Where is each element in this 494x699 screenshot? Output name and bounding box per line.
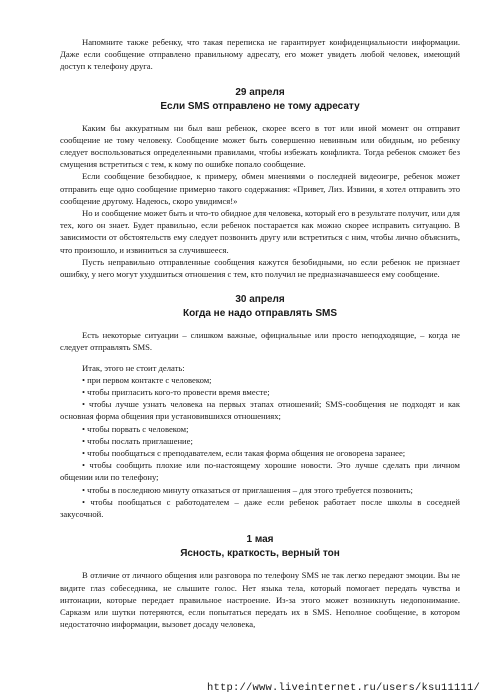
- section-april-29: [60, 86, 460, 281]
- list-item: • чтобы в последнюю минуту отказаться от приглашения – для этого требуется позвонить;: [82, 484, 413, 495]
- section-heading: Когда не надо отправлять SMS: [182, 308, 338, 320]
- section-date: 30 апреля: [235, 294, 285, 306]
- section-heading: Если SMS отправлено не тому адресату: [160, 100, 360, 112]
- list-item: • чтобы послать приглашение;: [82, 435, 193, 446]
- section-april-30: [60, 293, 460, 520]
- list-item: • чтобы пригласить кого-то провести время вместе;: [82, 387, 270, 398]
- section-may-1: [60, 533, 460, 630]
- section-heading: Ясность, краткость, верный тон: [180, 548, 340, 560]
- list-item: • чтобы сообщить плохие или по-настоящему хорошие новости. Это лучше сделать при личном общении или по телефону;: [60, 460, 460, 483]
- intro-paragraph: Напомните также ребенку, что такая переписка не гарантирует конфиденциальности информации. Даже если сообщение отправлено правильному адресату, его может увидеть любой человек, имеющий доступ к телефону друга.: [60, 37, 460, 72]
- list-item: • чтобы лучше узнать человека на первых этапах отношений; SMS-сообщения не подходят и как основная форма общения при установившихся отношениях;: [60, 399, 460, 422]
- paragraph: Если сообщение безобидное, к примеру, обмен мнениями о последней видеоигре, ребенок может отправить еще одно сообщение примерно такого содержания: «Привет, Лиз. Извини, я хотел отправить это сообщение другому. Надеюсь, скоро увидимся!»: [60, 171, 460, 206]
- paragraph: Но и сообщение может быть и что-то обидное для человека, который его в результате получит, или для тех, кого он знает. Будет правильно, если ребенок постарается как можно скорее исправить ситуацию. В зависимости от обстоятельств ему следует позвонить другу или встретиться с ним, чтобы лично объяснить, что произошло, и извиниться за случившееся.: [60, 208, 460, 255]
- source-url-watermark: http://www.liveinternet.ru/users/ksu11111/: [206, 682, 480, 694]
- section-date: 1 мая: [246, 534, 274, 546]
- paragraph: Пусть неправильно отправленные сообщения кажутся безобидными, но если ребенок не признает ошибку, у него могут ухудшиться отношения с тем, кто получил не предназначавшееся ему сообщение.: [60, 256, 460, 280]
- list-item: • чтобы пообщаться с работодателем – даже если ребенок работает после школы в соседней закусочной.: [60, 496, 460, 520]
- list-title: Итак, этого не стоит делать:: [82, 362, 185, 373]
- paragraph: Есть некоторые ситуации – слишком важные, официальные или просто неподходящие, – когда не следует отправлять SMS.: [60, 330, 460, 353]
- paragraph: В отличие от личного общения или разговора по телефону SMS не так легко передают эмоции. Вы не видите глаз собеседника, не слышите голос. Нет языка тела, который помогает передать чувства и интонации, которые передает правильное настроение. Из-за этого может возникнуть недопонимание. Сарказм или шутки потеряются, если попытаться передать их в SMS. Неполное сообщение, в котором недостаточно информации, вызовет досаду человека,: [60, 570, 460, 630]
- list-item: • чтобы порвать с человеком;: [82, 423, 189, 434]
- section-date: 29 апреля: [235, 86, 285, 98]
- list-item: • чтобы пообщаться с преподавателем, если такая форма общения не оговорена заранее;: [82, 448, 406, 459]
- list-item: • при первом контакте с человеком;: [82, 374, 212, 385]
- paragraph: Каким бы аккуратным ни был ваш ребенок, скорее всего в тот или иной момент он отправит сообщение не тому человеку. Сообщение может быть совершенно невинным или обидным, но ребенку следует воспользоваться определенными правилами, чтобы избежать конфликта. Тогда ребенок сможет без смущения встретиться с тем, к кому по ошибке попало сообщение.: [60, 122, 460, 170]
